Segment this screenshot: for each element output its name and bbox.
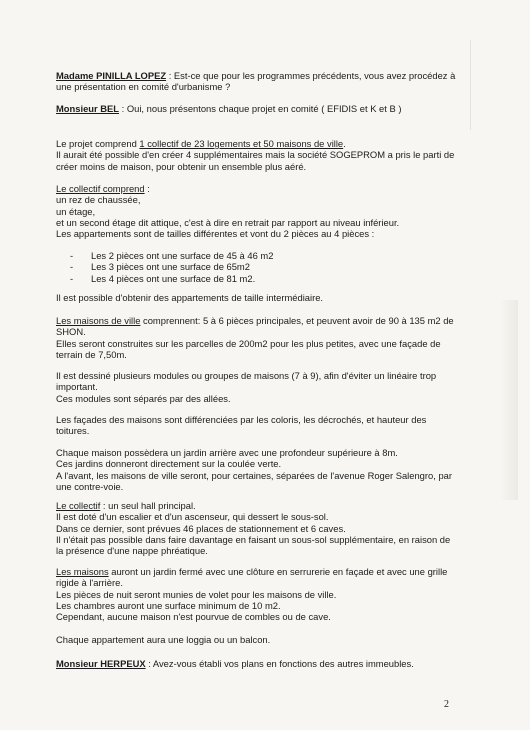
paragraph-hall: [56, 500, 456, 556]
paragraph-loggia: [56, 634, 456, 645]
list-item: - Les 4 pièces ont une surface de 81 m2.: [70, 273, 456, 284]
text: Les pièces de nuit seront munies de volet pour les maisons de ville.: [56, 588, 337, 600]
apartment-size-list: [56, 250, 456, 284]
text: Il est doté d'un escalier et d'un ascenseur, qui dessert le sous-sol.: [56, 511, 329, 523]
paragraph-jardins: [56, 447, 456, 492]
text: comprennent: 5 à 6 pièces principales, et peuvent avoir de 90 à 135 m2 de SHON.: [56, 315, 454, 338]
paragraph-project: [56, 138, 456, 172]
text: A l'avant, les maisons de ville seront, pour certaines, séparées de l'avenue Roger Salengro, par une contre-voie.: [56, 469, 452, 492]
speaker-name: Monsieur BEL: [56, 103, 120, 114]
list-item: - Les 3 pièces ont une surface de 65m2: [70, 261, 456, 272]
text: Il n'était pas possible dans faire davantage en faisant un sous-sol supplémentaire, en raison de la présence d'une nappe phréatique.: [56, 533, 451, 557]
paragraph-herpeux-question: [56, 658, 466, 669]
text: Dans ce dernier, sont prévues 46 places de stationnement et 6 caves.: [56, 522, 346, 534]
text: et un second étage dit attique, c'est à dire en retrait par rapport au niveau inférieur.: [56, 216, 400, 228]
speaker-name: Monsieur HERPEUX: [56, 658, 146, 669]
bleed-through-mark: [470, 40, 521, 130]
paragraph-modules: [56, 370, 456, 404]
paragraph-collectif: [56, 183, 456, 239]
text: Les appartements sont de tailles différentes et vont du 2 pièces au 4 pièces :: [56, 228, 375, 240]
underlined-text: 1 collectif de 23 logements et 50 maisons de ville: [139, 138, 344, 149]
section-heading: Les maisons de ville: [56, 315, 141, 326]
text: un rez de chaussée,: [56, 194, 141, 206]
speech-text: : Est-ce que pour les programmes précédents, vous avez procédez à une présentation en comité d'urbanisme ?: [56, 70, 456, 93]
text: Il aurait été possible d'en créer 4 supplémentaires mais la société SOGEPROM a pris le parti de créer moins de maison, pour obtenir un ensemble plus aéré.: [56, 149, 455, 172]
section-heading: Le collectif comprend: [56, 183, 145, 194]
paragraph-bel-answer: [56, 103, 456, 114]
text: Ces jardins donneront directement sur la coulée verte.: [56, 458, 282, 470]
text: Le projet comprend: [56, 138, 140, 149]
text: :: [144, 183, 150, 194]
text: : un seul hall principal.: [100, 500, 196, 511]
paragraph-facades: [56, 414, 456, 437]
text: Les chambres auront une surface minimum de 10 m2.: [56, 599, 281, 611]
text: auront un jardin fermé avec une clôture en serrurerie en façade et avec une grille rigide à l'arrière.: [56, 566, 448, 589]
text: Ces modules sont séparés par des allées.: [56, 392, 231, 404]
paragraph-pinilla-question: [56, 70, 456, 93]
text: .: [343, 138, 346, 149]
speech-text: : Avez-vous établi vos plans en fonctions des autres immeubles.: [145, 658, 414, 669]
text: Il est dessiné plusieurs modules ou groupes de maisons (7 à 9), afin d'éviter un linéaire trop important.: [56, 370, 437, 393]
speech-text: : Oui, nous présentons chaque projet en comité ( EFIDIS et K et B ): [119, 103, 402, 114]
paragraph-intermediate: [56, 292, 456, 303]
page-edge-shadow: [500, 300, 518, 500]
text: Les façades des maisons sont différenciées par les coloris, les décrochés, et hauteur des toitures.: [56, 414, 427, 437]
list-item: - Les 2 pièces ont une surface de 45 à 46 m2: [70, 250, 456, 261]
text: Elles seront construites sur les parcelles de 200m2 pour les plus petites, avec une façade de terrain de 7,50m.: [56, 337, 441, 360]
speaker-name: Madame PINILLA LOPEZ: [56, 70, 167, 81]
section-heading: Les maisons: [56, 566, 109, 577]
paragraph-maisons-jardin: [56, 566, 456, 622]
text: un étage,: [56, 205, 96, 217]
text: Cependant, aucune maison n'est pourvue de combles ou de cave.: [56, 611, 331, 623]
page-number: 2: [444, 699, 449, 710]
text: Il est possible d'obtenir des appartements de taille intermédiaire.: [56, 292, 324, 303]
text: Chaque maison possèdera un jardin arrière avec une profondeur supérieure à 8m.: [56, 447, 398, 458]
section-heading: Le collectif: [56, 500, 101, 511]
text: Chaque appartement aura une loggia ou un balcon.: [56, 634, 271, 645]
paragraph-maisons-de-ville: [56, 315, 456, 360]
